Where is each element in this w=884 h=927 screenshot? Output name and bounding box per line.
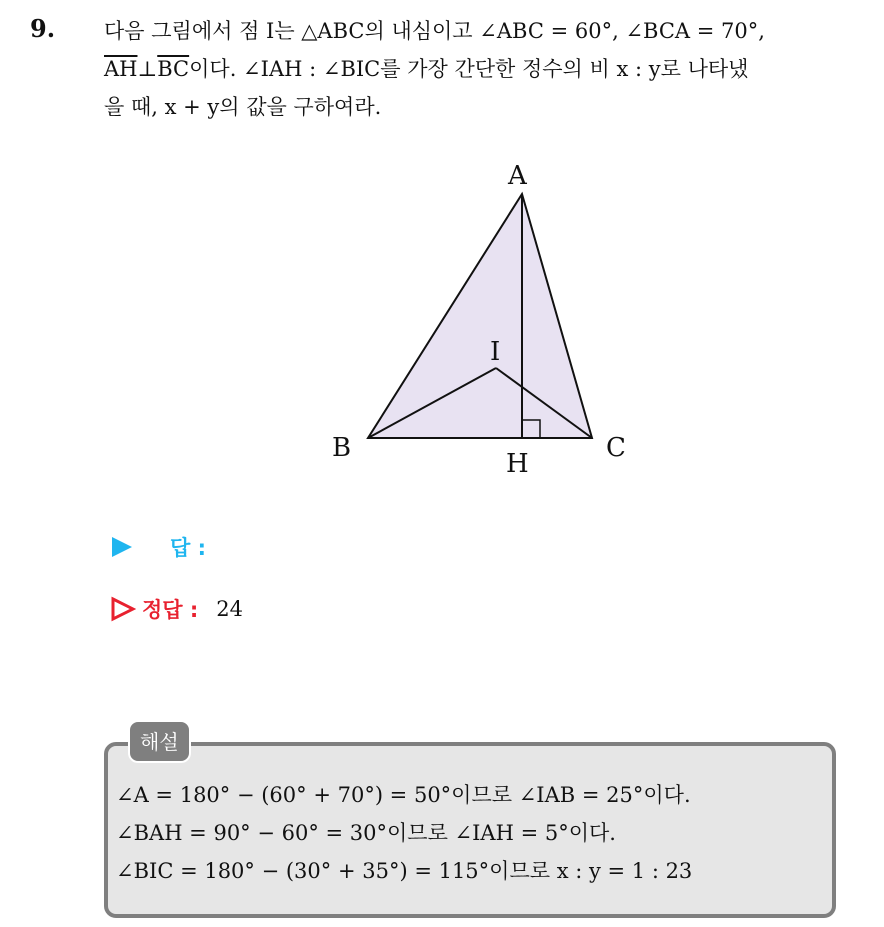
correct-answer-row <box>110 594 243 624</box>
question-line-2-rest: 이다. ∠IAH : ∠BIC를 가장 간단한 정수의 비 x : y로 나타냈 <box>189 57 749 81</box>
label-c: C <box>606 433 626 463</box>
solution-line-2: ∠BAH = 90° − 60° = 30°이므로 ∠IAH = 5°이다. <box>116 821 616 845</box>
triangle-figure <box>300 150 660 490</box>
correct-answer-label: 정답 : <box>142 598 199 622</box>
label-b: B <box>332 433 352 463</box>
play-triangle-icon <box>110 535 134 559</box>
perpendicular-symbol: ⊥ <box>137 57 158 81</box>
question-line-3: 을 때, x + y의 값을 구하여라. <box>104 95 382 119</box>
segment-bc: $\overline{BC}$ <box>157 57 190 81</box>
question-line-2 <box>104 50 864 88</box>
solution-text <box>116 776 692 890</box>
correct-answer-value: 24 <box>216 597 244 621</box>
triangle-abc <box>368 194 592 438</box>
outline-triangle-icon <box>110 596 136 622</box>
question-text <box>104 12 864 126</box>
answer-label: 답 : <box>170 536 206 560</box>
label-i: I <box>490 337 501 367</box>
segment-ah: $\overline{AH}$ <box>104 57 138 81</box>
label-h: H <box>506 449 529 479</box>
question-number: 9. <box>30 14 56 43</box>
solution-line-1: ∠A = 180° − (60° + 70°) = 50°이므로 ∠IAB = 25°이다. <box>116 783 691 807</box>
solution-tab: 해설 <box>128 720 191 763</box>
solution-line-3: ∠BIC = 180° − (30° + 35°) = 115°이므로 x : y = 1 : 23 <box>116 859 693 883</box>
answer-row <box>110 532 206 562</box>
question-line-1: 다음 그림에서 점 I는 △ABC의 내심이고 ∠ABC = 60°, ∠BCA = 70°, <box>104 19 765 43</box>
label-a: A <box>508 161 527 191</box>
